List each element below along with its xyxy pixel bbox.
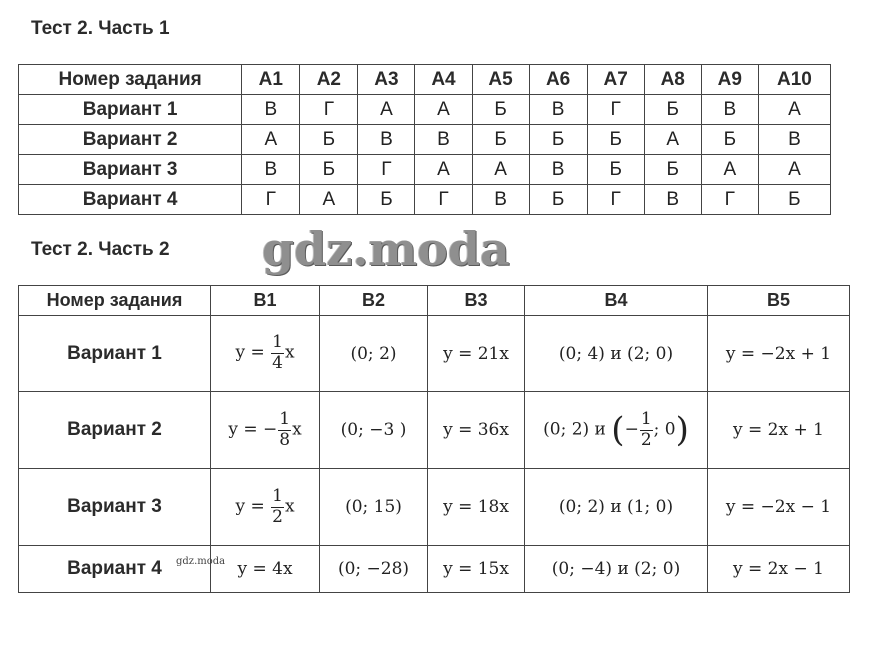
column-header: А4: [415, 65, 472, 95]
answer-cell: Г: [358, 155, 415, 185]
fraction: [640, 410, 653, 450]
answer-cell-b1: [211, 392, 320, 469]
column-header: В4: [525, 286, 708, 316]
variant-label: Вариант 3: [19, 155, 242, 185]
variant-label: Вариант 2: [19, 392, 211, 469]
answer-cell-b2: (0; 2): [320, 316, 428, 392]
answer-cell: Б: [758, 185, 830, 215]
table-row: [19, 95, 831, 125]
answer-cell: Г: [587, 95, 644, 125]
watermark-small-logo: gdz.moda: [176, 556, 226, 567]
variant-label: Вариант 2: [19, 125, 242, 155]
fraction: [271, 333, 284, 373]
column-header: А2: [300, 65, 358, 95]
table-row: [19, 546, 850, 593]
watermark-logo: gdz.moda: [262, 222, 510, 276]
answer-cell: Г: [242, 185, 300, 215]
minus-sign: −: [624, 419, 639, 440]
fraction-denominator: 2: [272, 506, 283, 527]
column-header: В5: [708, 286, 850, 316]
column-header: А8: [644, 65, 701, 95]
answer-cell: А: [242, 125, 300, 155]
answer-cell-b5: y = 2x + 1: [708, 392, 850, 469]
answer-cell: Г: [300, 95, 358, 125]
fraction: [271, 487, 284, 527]
answer-cell: Б: [529, 185, 587, 215]
variant-label: Вариант 4: [19, 185, 242, 215]
formula-prefix: y = −: [228, 419, 278, 440]
answer-cell: В: [242, 95, 300, 125]
column-header: А7: [587, 65, 644, 95]
answer-cell-b3: y = 15x: [428, 546, 525, 593]
answer-cell-b4: [525, 392, 708, 469]
answer-cell: А: [701, 155, 758, 185]
answer-cell: В: [701, 95, 758, 125]
formula-suffix: ; 0: [653, 419, 676, 440]
answer-cell: Б: [300, 125, 358, 155]
table-row: [19, 392, 850, 469]
table-row: [19, 125, 831, 155]
answer-cell: А: [472, 155, 529, 185]
answer-cell: В: [758, 125, 830, 155]
answer-cell-b1: [211, 469, 320, 546]
column-header: В3: [428, 286, 525, 316]
column-header: В1: [211, 286, 320, 316]
answer-cell-b5: y = −2x − 1: [708, 469, 850, 546]
formula-prefix: y =: [235, 343, 271, 363]
answer-cell: Б: [644, 95, 701, 125]
answer-cell: А: [358, 95, 415, 125]
fraction-denominator: 8: [279, 429, 291, 450]
column-header: А10: [758, 65, 830, 95]
variant-label: Вариант 1: [19, 316, 211, 392]
variant-label: Вариант 4: [19, 546, 211, 593]
table-row: [19, 316, 850, 392]
answer-cell: В: [644, 185, 701, 215]
fraction-denominator: 4: [272, 353, 283, 373]
formula-prefix: y =: [235, 496, 271, 517]
answer-cell-b3: y = 18x: [428, 469, 525, 546]
answer-cell: А: [758, 155, 830, 185]
variant-label: Вариант 3: [19, 469, 211, 546]
table-header-row: [19, 286, 850, 316]
part1-answers-table: [18, 64, 831, 215]
formula-suffix: x: [284, 343, 295, 363]
formula-suffix: x: [284, 496, 295, 517]
answer-cell: Б: [472, 125, 529, 155]
answer-cell: А: [644, 125, 701, 155]
close-paren: ): [675, 410, 689, 450]
fraction-denominator: 2: [640, 429, 652, 450]
fraction-numerator: 1: [640, 408, 652, 429]
fraction-numerator: 1: [272, 485, 283, 506]
answer-cell: А: [415, 95, 472, 125]
answer-cell: А: [415, 155, 472, 185]
answer-cell: В: [529, 155, 587, 185]
answer-cell-b2: (0; −3 ): [320, 392, 428, 469]
open-paren: (: [611, 410, 625, 450]
column-header: А5: [472, 65, 529, 95]
answer-cell: А: [758, 95, 830, 125]
part2-answers-table: [18, 285, 850, 593]
table-row: [19, 185, 831, 215]
answer-cell: В: [529, 95, 587, 125]
column-header-task-number: Номер задания: [19, 286, 211, 316]
answer-cell: Г: [415, 185, 472, 215]
column-header-task-number: Номер задания: [19, 65, 242, 95]
answer-cell: Г: [701, 185, 758, 215]
table-row: [19, 469, 850, 546]
answer-cell-b2: (0; −28): [320, 546, 428, 593]
answer-cell-b3: y = 36x: [428, 392, 525, 469]
answer-cell-b1: [211, 316, 320, 392]
answer-cell-b4: (0; 4) и (2; 0): [525, 316, 708, 392]
answer-cell: Б: [587, 125, 644, 155]
column-header: В2: [320, 286, 428, 316]
answer-cell: Б: [701, 125, 758, 155]
part1-heading: Тест 2. Часть 1: [31, 18, 170, 39]
part2-heading: Тест 2. Часть 2: [31, 239, 170, 260]
variant-label: Вариант 1: [19, 95, 242, 125]
answer-cell-b1: y = 4x: [211, 546, 320, 593]
answer-cell-b4: (0; 2) и (1; 0): [525, 469, 708, 546]
answer-cell: А: [300, 185, 358, 215]
fraction-numerator: 1: [279, 408, 291, 429]
column-header: А1: [242, 65, 300, 95]
answer-cell: Б: [587, 155, 644, 185]
answer-cell-b5: y = 2x − 1: [708, 546, 850, 593]
answer-cell: Б: [472, 95, 529, 125]
answer-cell: В: [242, 155, 300, 185]
column-header: А3: [358, 65, 415, 95]
column-header: А6: [529, 65, 587, 95]
table-row: [19, 155, 831, 185]
column-header: А9: [701, 65, 758, 95]
fraction: [278, 410, 291, 450]
fraction-numerator: 1: [272, 332, 283, 353]
answer-cell: В: [358, 125, 415, 155]
answer-cell-b2: (0; 15): [320, 469, 428, 546]
answer-cell-b5: y = −2x + 1: [708, 316, 850, 392]
answer-cell: Б: [300, 155, 358, 185]
answer-cell-b3: y = 21x: [428, 316, 525, 392]
table-header-row: [19, 65, 831, 95]
answer-cell: В: [415, 125, 472, 155]
answer-cell: Б: [529, 125, 587, 155]
formula-prefix: (0; 2) и: [543, 419, 612, 440]
answer-cell: Б: [644, 155, 701, 185]
answer-cell: Б: [358, 185, 415, 215]
answer-cell: В: [472, 185, 529, 215]
formula-suffix: x: [292, 419, 302, 440]
answer-cell: Г: [587, 185, 644, 215]
answer-cell-b4: (0; −4) и (2; 0): [525, 546, 708, 593]
